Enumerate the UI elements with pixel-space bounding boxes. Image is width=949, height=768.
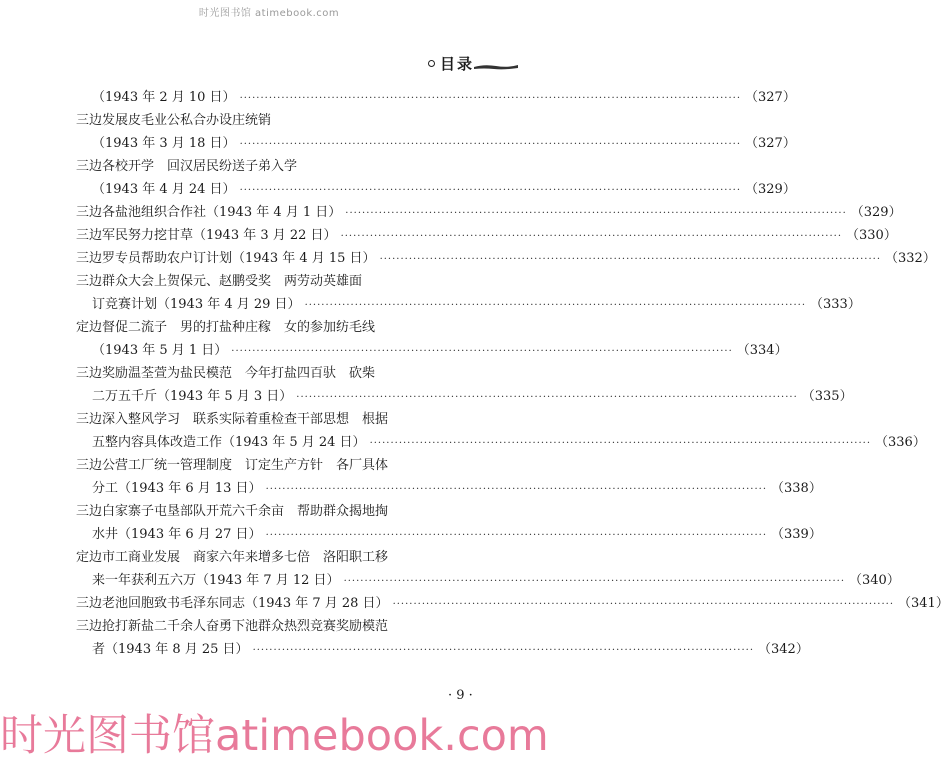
toc-entry (76, 132, 796, 155)
toc-entry-title: 者（1943 年 8 月 25 日） (92, 642, 249, 657)
toc-entry-title: 三边奖励温荃萱为盐民模范 今年打盐四百驮 砍柴 (76, 366, 376, 381)
toc-entry (76, 454, 496, 477)
toc-entry-title: 水井（1943 年 6 月 27 日） (92, 527, 262, 542)
toc-entry-title: 三边军民努力挖甘草（1943 年 3 月 22 日） (76, 228, 337, 243)
toc-entry (76, 546, 496, 569)
dot-leader: ························································································································ (369, 438, 872, 449)
page-number: · 9 · (448, 688, 473, 703)
toc-entry-title: 二万五千斤（1943 年 5 月 3 日） (92, 389, 293, 404)
toc-entry (76, 569, 900, 592)
dot-leader: ························································································································ (252, 645, 755, 656)
toc-entry-title: 三边各校开学 回汉居民纷送子弟入学 (76, 159, 298, 174)
toc-entry-title: 三边老池回胞致书毛泽东同志（1943 年 7 月 28 日） (76, 596, 389, 611)
toc-entry (76, 155, 496, 178)
toc-entry-page: （334） (736, 343, 788, 358)
section-title: 目录 (440, 55, 475, 73)
toc-entry-page: （330） (846, 228, 897, 243)
dot-leader: ························································································································ (345, 208, 847, 219)
toc-entry-title: 三边抢打新盐二千余人奋勇下池群众热烈竞赛奖励模范 (76, 619, 389, 634)
toc-entry-page: （336） (875, 435, 926, 450)
toc-entry (76, 201, 902, 224)
toc-entry-title: 来一年获利五六万（1943 年 7 月 12 日） (92, 573, 340, 588)
dot-leader: ························································································································ (392, 599, 895, 610)
toc-entry (76, 362, 496, 385)
toc-entry-title: 订竞赛计划（1943 年 4 月 29 日） (92, 297, 301, 312)
toc-entry (76, 270, 496, 293)
toc-entry-title: （1943 年 4 月 24 日） (92, 182, 236, 197)
toc-entry (76, 178, 796, 201)
toc-entry-title: 定边市工商业发展 商家六年来增多七倍 洛阳职工移 (76, 550, 389, 565)
toc-entry-title: 三边白家寨子屯垦部队开荒六千余亩 帮助群众揭地掏 (76, 504, 389, 519)
dot-leader: ························································································································ (296, 392, 798, 403)
toc-entry (76, 86, 796, 109)
section-header (420, 54, 520, 74)
toc-entry (76, 293, 861, 316)
toc-entry-page: （332） (885, 251, 936, 266)
toc-entry-title: 三边群众大会上贺保元、赵鹏受奖 两劳动英雄面 (76, 274, 363, 289)
toc-entry (76, 385, 853, 408)
table-of-contents (76, 86, 949, 661)
dot-leader: ························································································································ (304, 300, 807, 311)
dot-leader: ························································································································ (239, 185, 742, 196)
dot-leader: ························································································································ (231, 346, 733, 357)
toc-entry-page: （327） (745, 136, 796, 151)
toc-entry-title: 定边督促二流子 男的打盐种庄稼 女的参加纺毛线 (76, 320, 376, 335)
top-watermark: 时光图书馆 atimebook.com (198, 8, 340, 19)
toc-entry (76, 247, 936, 270)
toc-entry-title: 三边发展皮毛业公私合办设庄统销 (76, 113, 272, 128)
toc-entry-title: （1943 年 3 月 18 日） (92, 136, 236, 151)
brush-stroke-icon (474, 63, 518, 70)
toc-entry-title: 分工（1943 年 6 月 13 日） (92, 481, 262, 496)
dot-leader: ························································································································ (239, 93, 742, 104)
toc-entry (76, 638, 809, 661)
toc-entry-title: 三边罗专员帮助农户订计划（1943 年 4 月 15 日） (76, 251, 376, 266)
dot-leader: ························································································································ (343, 576, 846, 587)
dot-leader: ························································································································ (340, 231, 843, 242)
toc-entry-page: （329） (850, 205, 902, 220)
dot-leader: ························································································································ (379, 254, 882, 265)
toc-entry (76, 316, 496, 339)
toc-entry-page: （327） (745, 90, 796, 105)
toc-entry (76, 408, 496, 431)
toc-entry-page: （335） (801, 389, 853, 404)
toc-entry-page: （338） (771, 481, 822, 496)
toc-entry-page: （340） (849, 573, 900, 588)
toc-entry (76, 477, 822, 500)
toc-entry (76, 615, 496, 638)
toc-entry (76, 339, 788, 362)
toc-entry-page: （329） (745, 182, 796, 197)
toc-entry-title: （1943 年 2 月 10 日） (92, 90, 236, 105)
toc-entry-page: （339） (771, 527, 822, 542)
toc-entry-page: （333） (810, 297, 861, 312)
toc-entry-title: 三边各盐池组织合作社（1943 年 4 月 1 日） (76, 205, 342, 220)
circle-bullet-icon (428, 60, 435, 67)
toc-entry (76, 592, 949, 615)
toc-entry (76, 431, 926, 454)
toc-entry-title: 五整内容具体改造工作（1943 年 5 月 24 日） (92, 435, 366, 450)
dot-leader: ························································································································ (265, 484, 768, 495)
toc-entry (76, 109, 496, 132)
toc-entry-title: 三边深入整风学习 联系实际着重检查干部思想 根据 (76, 412, 389, 427)
toc-entry-title: 三边公营工厂统一管理制度 订定生产方针 各厂具体 (76, 458, 389, 473)
bottom-watermark: 时光图书馆atimebook.com (0, 711, 549, 761)
toc-entry-page: （341） (898, 596, 949, 611)
toc-entry (76, 224, 897, 247)
dot-leader: ························································································································ (239, 139, 742, 150)
dot-leader: ························································································································ (265, 530, 768, 541)
toc-entry (76, 500, 496, 523)
toc-entry (76, 523, 822, 546)
toc-entry-page: （342） (758, 642, 809, 657)
toc-entry-title: （1943 年 5 月 1 日） (92, 343, 228, 358)
